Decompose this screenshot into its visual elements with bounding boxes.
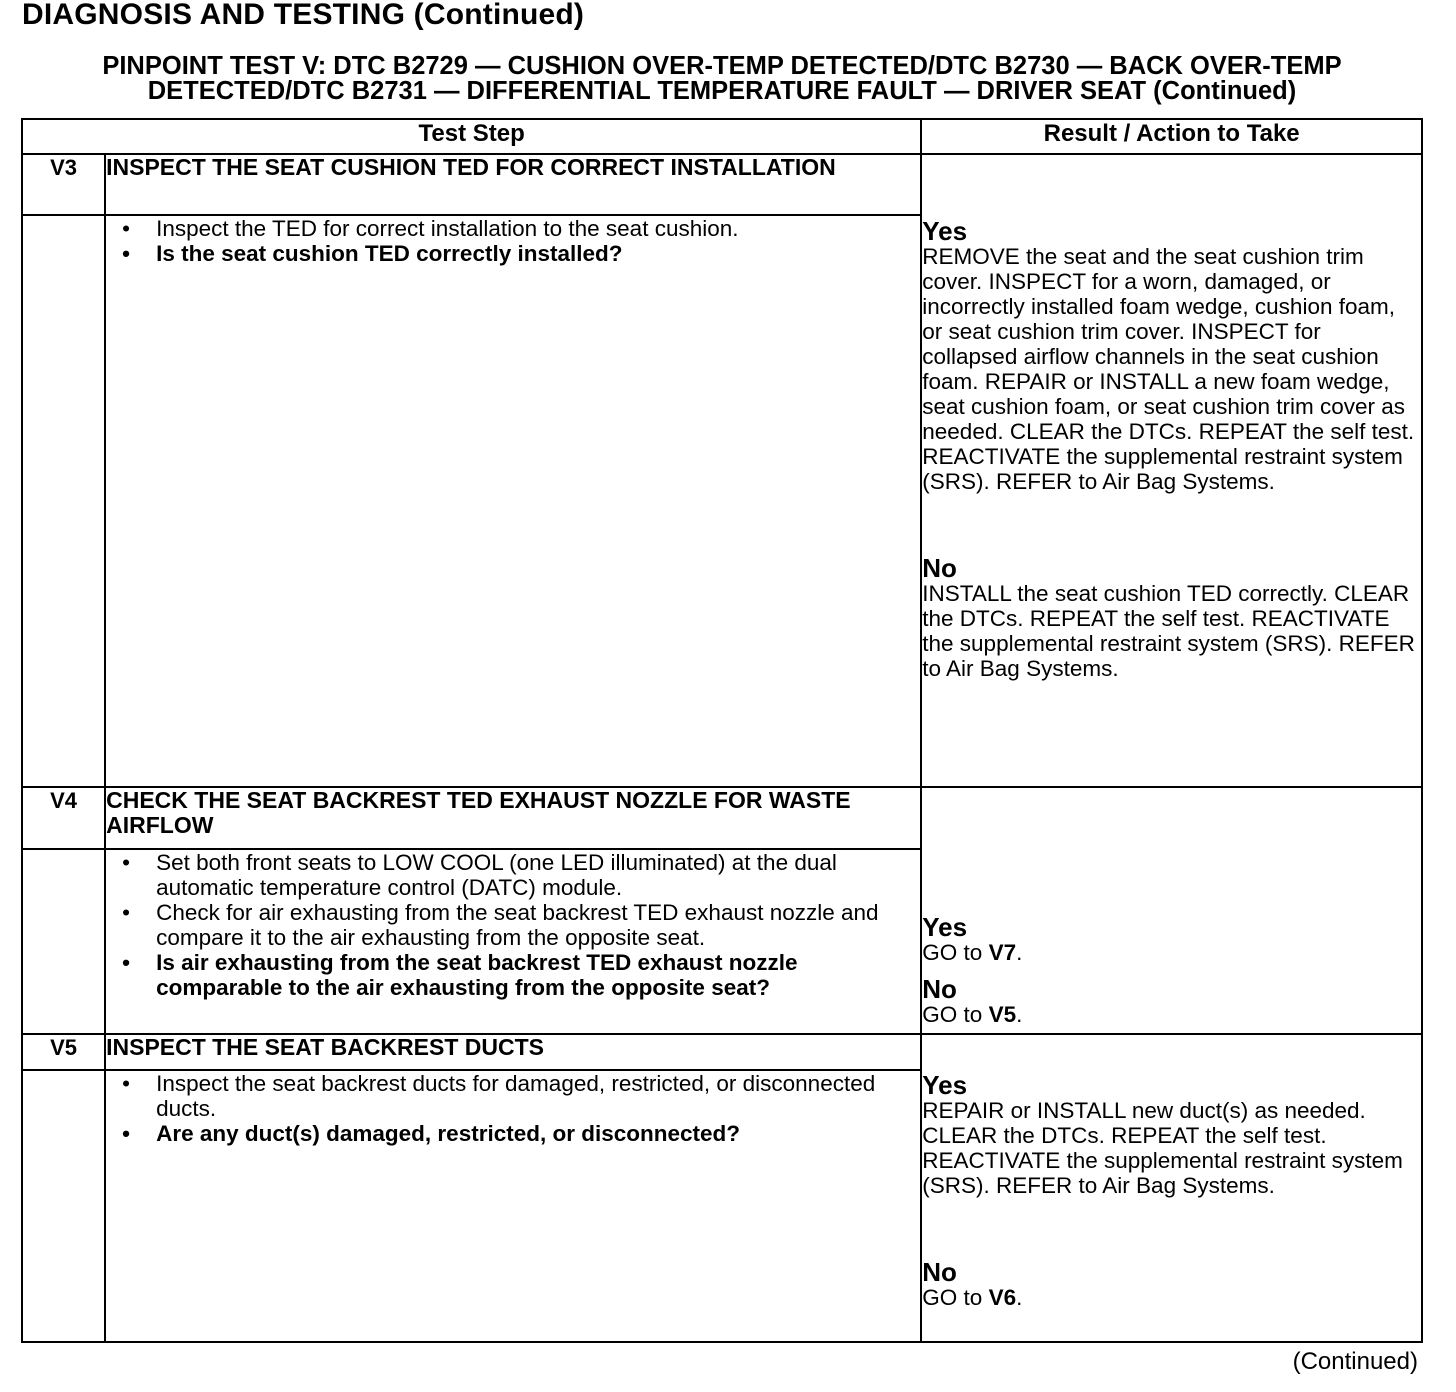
no-label: No	[922, 974, 957, 1004]
header-test-step: Test Step	[22, 119, 921, 154]
step-v4-title-row	[22, 787, 1422, 849]
pinpoint-title-line-1: PINPOINT TEST V: DTC B2729 — CUSHION OVER-TEMP DETECTED/DTC B2730 — BACK OVER-TEMP	[102, 52, 1342, 80]
list-item-question: • Is the seat cushion TED correctly installed?	[122, 241, 623, 266]
list-item: • Inspect the TED for correct installation to the seat cushion.	[122, 216, 739, 241]
list-item: • Set both front seats to LOW COOL (one LED illuminated) at the dual automatic temperature control (DATC) module.	[122, 850, 837, 900]
step-title: CHECK THE SEAT BACKREST TED EXHAUST NOZZLE FOR WASTE AIRFLOW	[105, 787, 921, 849]
no-action-text: GO to V6.	[922, 1285, 1023, 1310]
step-v4-result	[921, 787, 1422, 1034]
list-item: • Check for air exhausting from the seat backrest TED exhaust nozzle and compare it to the air exhausting from the opposite seat.	[122, 900, 879, 950]
yes-action-text: REPAIR or INSTALL new duct(s) as needed. CLEAR the DTCs. REPEAT the self test. REACTIVATE the supplemental restraint system (SRS). REFER to Air Bag Systems.	[922, 1098, 1403, 1198]
step-v5-title-row	[22, 1034, 1422, 1070]
yes-label: Yes	[922, 216, 968, 246]
step-title: INSPECT THE SEAT BACKREST DUCTS	[105, 1034, 921, 1070]
step-v4-bullets	[105, 849, 921, 1034]
pinpoint-title-line-2: DETECTED/DTC B2731 — DIFFERENTIAL TEMPERATURE FAULT — DRIVER SEAT (Continued)	[147, 77, 1297, 105]
yes-label: Yes	[922, 912, 968, 942]
yes-action-text: REMOVE the seat and the seat cushion trim cover. INSPECT for a worn, damaged, or incorrectly installed foam wedge, cushion foam, or seat cushion trim cover. INSPECT for collapsed airflow channels in the seat cushion foam. REPAIR or INSTALL a new foam wedge, seat cushion foam, or seat cushion trim cover as needed. CLEAR the DTCs. REPEAT the self test. REACTIVATE the supplemental restraint system (SRS). REFER to Air Bag Systems.	[922, 244, 1415, 494]
no-target-step: V5	[988, 1002, 1017, 1027]
section-title: DIAGNOSIS AND TESTING (Continued)	[22, 0, 585, 31]
yes-label: Yes	[922, 1070, 968, 1100]
pinpoint-test-title	[22, 54, 1422, 104]
continued-note: (Continued)	[1292, 1348, 1418, 1375]
no-label: No	[922, 553, 957, 583]
no-action-text: GO to V5.	[922, 1002, 1023, 1027]
step-v3-result	[921, 154, 1422, 787]
step-id: V5	[22, 1034, 105, 1070]
list-item: • Inspect the seat backrest ducts for damaged, restricted, or disconnected ducts.	[122, 1071, 876, 1121]
table-header-row	[22, 119, 1422, 154]
step-v5-bullets	[105, 1070, 921, 1342]
yes-action-text: GO to V7.	[922, 940, 1023, 965]
step-id: V3	[22, 154, 105, 215]
header-result-action: Result / Action to Take	[921, 119, 1422, 154]
step-v3-bullets	[105, 215, 921, 787]
pinpoint-test-table	[21, 118, 1423, 1343]
step-id-spacer	[22, 215, 105, 787]
no-target-step: V6	[988, 1285, 1017, 1310]
step-v3-title-row	[22, 154, 1422, 215]
step-id: V4	[22, 787, 105, 849]
yes-target-step: V7	[988, 940, 1017, 965]
list-item-question: • Are any duct(s) damaged, restricted, or disconnected?	[122, 1121, 740, 1146]
no-action-text: INSTALL the seat cushion TED correctly. CLEAR the DTCs. REPEAT the self test. REACTIVATE the supplemental restraint system (SRS). REFER to Air Bag Systems.	[922, 581, 1415, 681]
no-label: No	[922, 1257, 957, 1287]
list-item-question: • Is air exhausting from the seat backrest TED exhaust nozzle comparable to the air exhausting from the opposite seat?	[122, 950, 798, 1000]
step-v5-result	[921, 1034, 1422, 1342]
step-title: INSPECT THE SEAT CUSHION TED FOR CORRECT INSTALLATION	[105, 154, 921, 215]
